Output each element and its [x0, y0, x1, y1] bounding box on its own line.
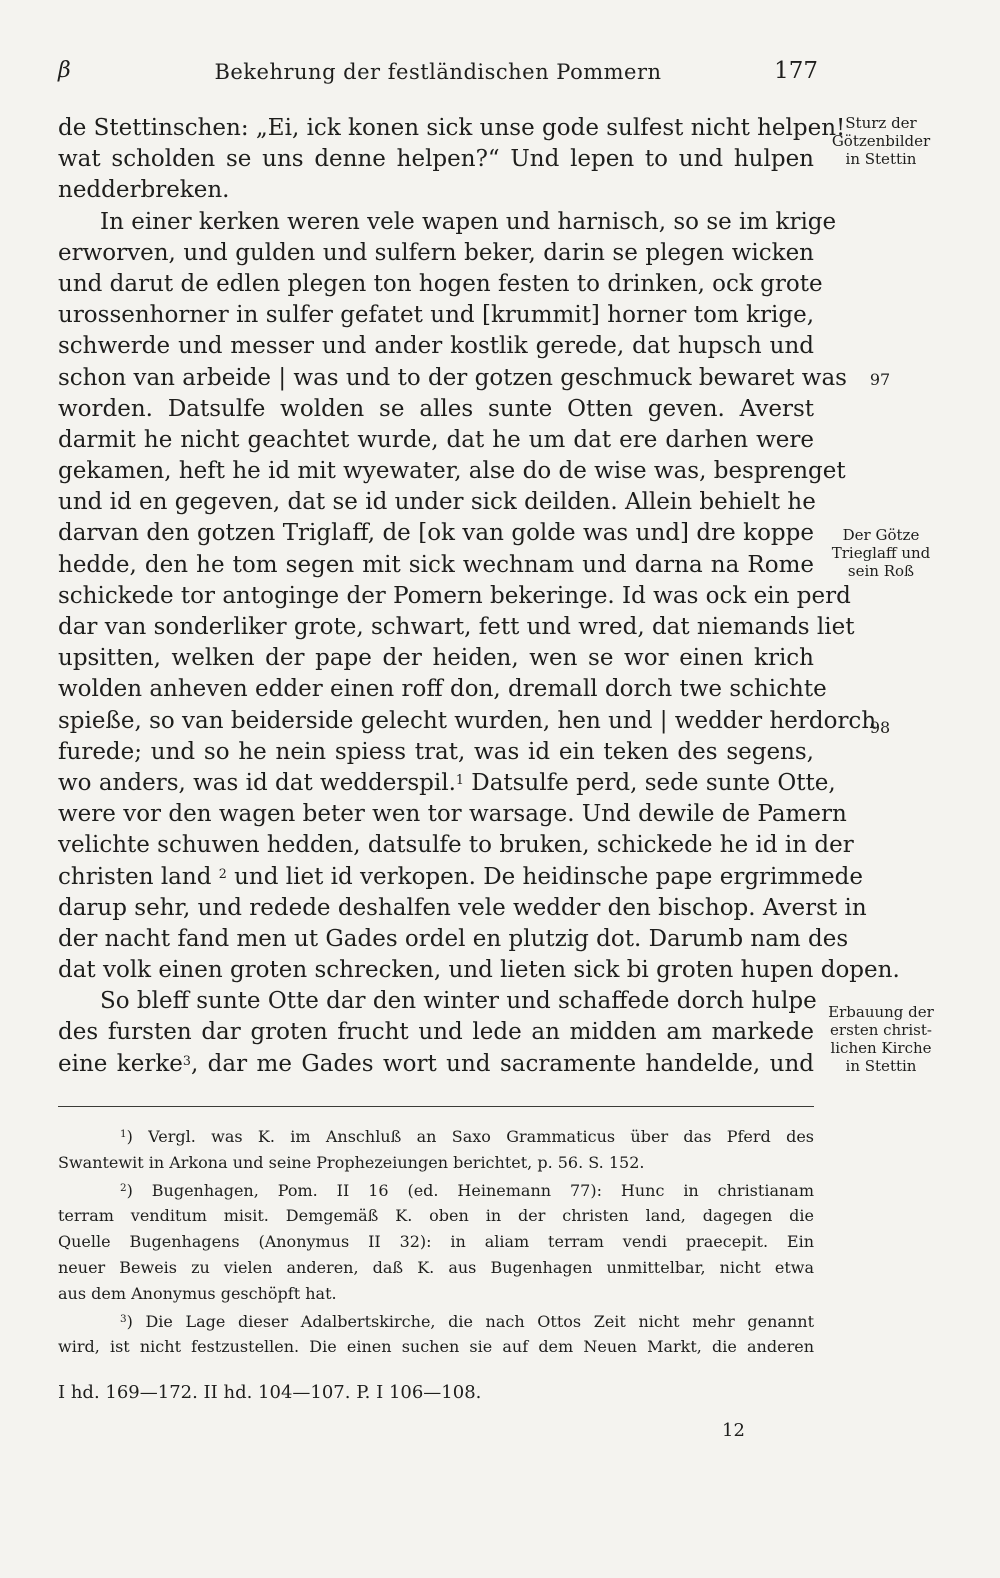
- source-references: I hd. 169—172. II hd. 104—107. P. I 106—108.: [58, 1382, 482, 1403]
- footnote-line: Swantewit in Arkona und seine Prophezeiungen berichtet, p. 56. S. 152.: [58, 1152, 645, 1172]
- text-line: de Stettinschen: „Ei, ick konen sick unse gode sulfest nicht helpen!: [58, 115, 846, 141]
- margin-page-ref-97: 97: [869, 370, 891, 389]
- footnote-2: [58, 1178, 814, 1204]
- text-line: urossenhorner in sulfer gefatet und [krummit] horner tom krige,: [58, 302, 814, 329]
- text-line: [58, 862, 863, 893]
- text-line: schickede tor antoginge der Pomern bekeringe. Id was ock ein perd: [58, 582, 851, 609]
- text-line: velichte schuwen hedden, datsulfe to bruken, schickede he id in der: [58, 832, 854, 859]
- footnote-marker: 3: [120, 1312, 127, 1325]
- text-line: und darut de edlen plegen ton hogen festen to drinken, ock grote: [58, 270, 823, 297]
- footnote-ref-3[interactable]: 3: [182, 1052, 191, 1068]
- footnotes: [58, 1124, 814, 1360]
- text-span: ) Bugenhagen, Pom. II 16 (ed. Heinemann 77): Hunc in christianam: [126, 1180, 814, 1200]
- margin-note-line: sein Roß: [847, 562, 915, 580]
- text-line: were vor den wagen beter wen tor warsage. Und dewile de Pamern: [58, 801, 847, 828]
- footnote-line: Quelle Bugenhagens (Anonymus II 32): in aliam terram vendi praecepit. Ein: [58, 1232, 814, 1252]
- margin-page-ref-98: 98: [869, 718, 891, 737]
- text-span: eine kerke: [58, 1050, 183, 1077]
- text-line: schon van arbeide | was und to der gotzen geschmuck bewaret was: [58, 364, 847, 391]
- footnote-marker: 1: [120, 1128, 127, 1141]
- text-line: nedderbreken.: [58, 177, 230, 204]
- footnote-ref-1[interactable]: 1: [455, 772, 464, 788]
- margin-note-line: Trieglaff und: [831, 544, 931, 562]
- text-line: darvan den gotzen Triglaff, de [ok van golde was und] dre koppe: [58, 520, 814, 547]
- footnote-line: wird, ist nicht festzustellen. Die einen suchen sie auf dem Neuen Markt, die anderen: [58, 1337, 814, 1357]
- margin-note-line: in Stettin: [845, 150, 917, 168]
- text-line: und id en gegeven, dat se id under sick deilden. Allein behielt he: [58, 489, 816, 516]
- text-line: erworven, und gulden und sulfern beker, darin se plegen wicken: [58, 239, 814, 266]
- signature-mark: β: [58, 58, 71, 83]
- text-span: christen land: [58, 863, 212, 890]
- sheet-number: 12: [722, 1420, 745, 1441]
- margin-note-line: Der Götze: [842, 526, 920, 544]
- margin-note-sturz: [818, 114, 944, 168]
- text-line: darmit he nicht geachtet wurde, dat he um dat ere darhen were: [58, 426, 814, 453]
- margin-note-kirche: [818, 1003, 944, 1075]
- text-line: dar van sonderliker grote, schwart, fett und wred, dat niemands liet: [58, 614, 855, 640]
- text-line: darup sehr, und redede deshalfen vele wedder den bischop. Averst in: [58, 894, 867, 921]
- text-line: furede; und so he nein spiess trat, was id ein teken des segens,: [58, 738, 814, 765]
- page-number: 177: [774, 58, 818, 84]
- text-line: des fursten dar groten frucht und lede an midden am markede: [58, 1019, 814, 1046]
- text-span: , dar me Gades wort und sacramente handelde, und: [190, 1050, 814, 1077]
- text-line: In einer kerken weren vele wapen und harnisch, so se im krige: [100, 208, 837, 235]
- footnote-ref-2[interactable]: 2: [218, 865, 227, 881]
- text-line: wolden anheven edder einen roff don, dremall dorch twe schichte: [58, 676, 827, 703]
- text-span: ) Vergl. was K. im Anschluß an Saxo Grammaticus über das Pferd des: [126, 1127, 814, 1146]
- text-line: [58, 768, 836, 799]
- text-line: wat scholden se uns denne helpen?“ Und lepen to und hulpen: [58, 146, 814, 173]
- footnote-3: [58, 1309, 814, 1335]
- running-title: Bekehrung der festländischen Pommern: [214, 60, 662, 84]
- margin-note-trieglaff: [818, 526, 944, 580]
- footnote-line: aus dem Anonymus geschöpft hat.: [58, 1283, 337, 1303]
- text-line: dat volk einen groten schrecken, und lieten sick bi groten hupen dopen.: [58, 957, 900, 984]
- margin-note-line: Sturz der: [845, 114, 917, 132]
- text-line: [58, 1049, 814, 1080]
- footnote-divider: [58, 1106, 814, 1107]
- text-line: upsitten, welken der pape der heiden, wen se wor einen krich: [58, 645, 814, 672]
- text-line: hedde, den he tom segen mit sick wechnam und darna na Rome: [58, 551, 814, 578]
- margin-note-line: in Stettin: [845, 1057, 917, 1075]
- text-span: wo anders, was id dat wedderspil.: [58, 769, 456, 796]
- text-line: gekamen, heft he id mit wyewater, alse do de wise was, besprenget: [58, 458, 846, 485]
- footnote-line: neuer Beweis zu vielen anderen, daß K. aus Bugenhagen unmittelbar, nicht etwa: [58, 1257, 814, 1277]
- text-line: spieße, so van beidersidе gelecht wurden, hen und | wedder herdorch: [58, 707, 877, 734]
- text-line: So bleff sunte Otte dar den winter und schaffede dorch hulpe: [100, 988, 817, 1015]
- margin-note-line: ersten christ-: [830, 1021, 932, 1039]
- footnote-1: [58, 1124, 814, 1150]
- margin-note-line: Erbauung der: [828, 1003, 934, 1021]
- footnote-line: terram venditum misit. Demgemäß K. oben in der christen land, dagegen die: [58, 1206, 814, 1226]
- text-span: und liet id verkopen. De heidinsche pape ergrimmede: [234, 863, 863, 890]
- text-span: ) Die Lage dieser Adalbertskirche, die nach Ottos Zeit nicht mehr genannt: [126, 1311, 814, 1331]
- footnote-marker: 2: [120, 1181, 127, 1194]
- text-line: schwerde und messer und ander kostlik gerede, dat hupsch und: [58, 333, 814, 360]
- margin-note-line: lichen Kirche: [830, 1039, 932, 1057]
- text-line: der nacht fand men ut Gades ordel en plutzig dot. Darumb nam des: [58, 925, 849, 952]
- text-span: Datsulfe perd, sede sunte Otte,: [471, 769, 836, 796]
- page-header: [58, 58, 818, 92]
- text-line: worden. Datsulfe wolden se alles sunte Otten geven. Averst: [58, 395, 814, 422]
- margin-note-line: Götzenbilder: [831, 132, 931, 150]
